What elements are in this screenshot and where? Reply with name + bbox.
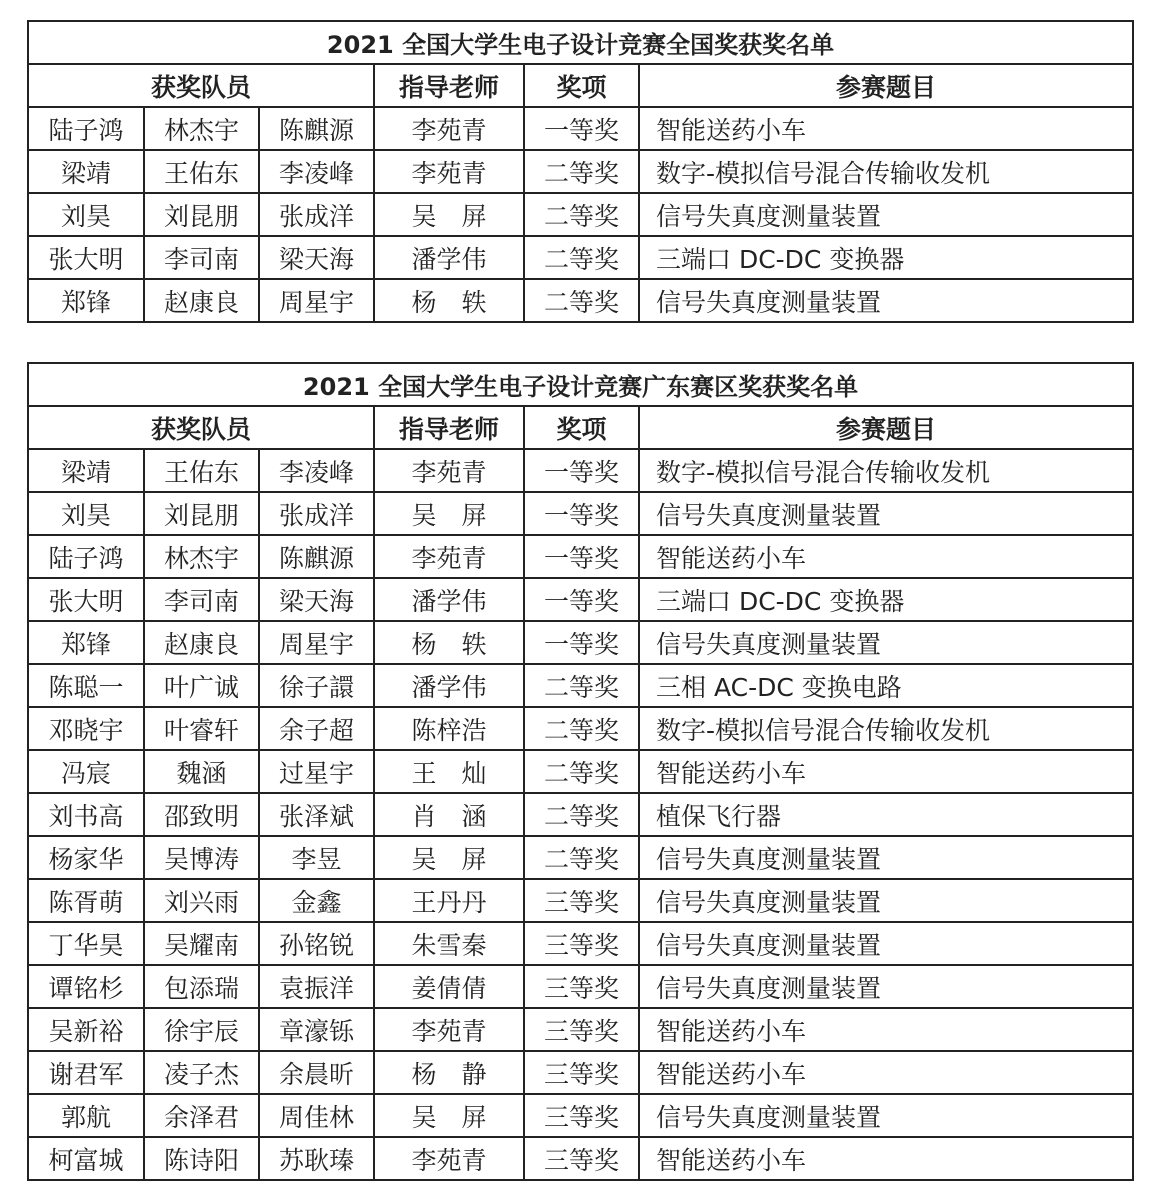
cell-advisor: 潘学伟 [374,664,524,707]
cell-member-1: 刘书高 [28,793,144,836]
cell-member-2: 李司南 [144,236,259,279]
cell-member-2: 林杰宇 [144,535,259,578]
cell-advisor: 吴 屏 [374,492,524,535]
cell-advisor: 吴 屏 [374,1094,524,1137]
national-awards-table [27,20,1134,323]
table-row [28,965,1133,1008]
table-row [28,879,1133,922]
cell-advisor: 杨 轶 [374,621,524,664]
cell-member-1: 梁靖 [28,150,144,193]
cell-award: 二等奖 [524,707,639,750]
cell-award: 一等奖 [524,535,639,578]
cell-member-2: 刘兴雨 [144,879,259,922]
table-row [28,836,1133,879]
header-row [28,406,1133,449]
cell-member-2: 刘昆朋 [144,193,259,236]
cell-member-2: 陈诗阳 [144,1137,259,1180]
cell-member-3: 孙铭锐 [259,922,374,965]
cell-award: 二等奖 [524,150,639,193]
cell-topic: 信号失真度测量装置 [639,621,1133,664]
cell-advisor: 王 灿 [374,750,524,793]
cell-member-3: 陈麒源 [259,107,374,150]
cell-member-2: 吴博涛 [144,836,259,879]
cell-award: 二等奖 [524,664,639,707]
cell-member-1: 谭铭杉 [28,965,144,1008]
cell-member-1: 郑锋 [28,621,144,664]
cell-member-3: 余晨昕 [259,1051,374,1094]
cell-advisor: 李苑青 [374,150,524,193]
cell-member-3: 余子超 [259,707,374,750]
cell-award: 一等奖 [524,621,639,664]
cell-member-3: 袁振洋 [259,965,374,1008]
cell-member-2: 王佑东 [144,150,259,193]
cell-member-3: 周佳林 [259,1094,374,1137]
cell-member-1: 张大明 [28,578,144,621]
cell-topic: 数字-模拟信号混合传输收发机 [639,150,1133,193]
cell-topic: 三端口 DC-DC 变换器 [639,578,1133,621]
table-row [28,621,1133,664]
table-row [28,750,1133,793]
cell-topic: 三端口 DC-DC 变换器 [639,236,1133,279]
cell-member-3: 李昱 [259,836,374,879]
table-row [28,193,1133,236]
cell-award: 二等奖 [524,750,639,793]
cell-member-1: 郑锋 [28,279,144,322]
cell-topic: 信号失真度测量装置 [639,1094,1133,1137]
cell-advisor: 杨 轶 [374,279,524,322]
cell-member-2: 魏涵 [144,750,259,793]
cell-member-3: 梁天海 [259,578,374,621]
cell-topic: 信号失真度测量装置 [639,492,1133,535]
header-topic: 参赛题目 [639,406,1133,449]
cell-advisor: 杨 静 [374,1051,524,1094]
cell-topic: 信号失真度测量装置 [639,922,1133,965]
table-row [28,707,1133,750]
cell-member-3: 金鑫 [259,879,374,922]
cell-member-3: 过星宇 [259,750,374,793]
table-title: 2021 全国大学生电子设计竞赛全国奖获奖名单 [28,21,1133,64]
cell-award: 二等奖 [524,793,639,836]
cell-member-1: 刘昊 [28,193,144,236]
cell-member-2: 包添瑞 [144,965,259,1008]
cell-member-1: 陆子鸿 [28,107,144,150]
table-row [28,1051,1133,1094]
cell-member-2: 赵康良 [144,279,259,322]
header-advisor: 指导老师 [374,64,524,107]
header-team: 获奖队员 [28,406,374,449]
header-award: 奖项 [524,64,639,107]
table-row [28,922,1133,965]
header-topic: 参赛题目 [639,64,1133,107]
table-row [28,535,1133,578]
cell-award: 三等奖 [524,922,639,965]
cell-member-1: 柯富城 [28,1137,144,1180]
cell-topic: 信号失真度测量装置 [639,836,1133,879]
table-row [28,107,1133,150]
cell-advisor: 李苑青 [374,1008,524,1051]
cell-member-3: 张成洋 [259,193,374,236]
table-row [28,1137,1133,1180]
cell-member-3: 张泽斌 [259,793,374,836]
cell-member-1: 丁华昊 [28,922,144,965]
cell-topic: 智能送药小车 [639,107,1133,150]
cell-award: 三等奖 [524,965,639,1008]
cell-advisor: 李苑青 [374,535,524,578]
cell-advisor: 吴 屏 [374,836,524,879]
cell-member-3: 梁天海 [259,236,374,279]
cell-topic: 数字-模拟信号混合传输收发机 [639,707,1133,750]
cell-advisor: 潘学伟 [374,236,524,279]
cell-member-1: 郭航 [28,1094,144,1137]
table-row [28,150,1133,193]
cell-advisor: 李苑青 [374,449,524,492]
cell-topic: 数字-模拟信号混合传输收发机 [639,449,1133,492]
cell-member-1: 张大明 [28,236,144,279]
cell-member-3: 李凌峰 [259,150,374,193]
cell-advisor: 吴 屏 [374,193,524,236]
cell-award: 一等奖 [524,107,639,150]
cell-member-2: 李司南 [144,578,259,621]
cell-member-3: 周星宇 [259,621,374,664]
cell-member-2: 余泽君 [144,1094,259,1137]
cell-award: 二等奖 [524,279,639,322]
cell-advisor: 陈梓浩 [374,707,524,750]
cell-award: 三等奖 [524,1051,639,1094]
cell-member-1: 刘昊 [28,492,144,535]
cell-advisor: 朱雪秦 [374,922,524,965]
cell-award: 二等奖 [524,236,639,279]
table-row [28,664,1133,707]
cell-member-1: 梁靖 [28,449,144,492]
cell-award: 二等奖 [524,836,639,879]
guangdong-awards-table [27,362,1134,1181]
cell-advisor: 王丹丹 [374,879,524,922]
cell-member-1: 陈聪一 [28,664,144,707]
table-row [28,1094,1133,1137]
cell-member-3: 周星宇 [259,279,374,322]
cell-topic: 三相 AC-DC 变换电路 [639,664,1133,707]
cell-topic: 智能送药小车 [639,750,1133,793]
cell-award: 三等奖 [524,1094,639,1137]
cell-member-2: 吴耀南 [144,922,259,965]
cell-award: 三等奖 [524,1008,639,1051]
cell-topic: 智能送药小车 [639,1008,1133,1051]
cell-award: 一等奖 [524,492,639,535]
cell-topic: 智能送药小车 [639,1137,1133,1180]
table-row [28,793,1133,836]
header-team: 获奖队员 [28,64,374,107]
cell-topic: 智能送药小车 [639,535,1133,578]
cell-member-2: 叶广诚 [144,664,259,707]
cell-member-3: 章濠铄 [259,1008,374,1051]
cell-member-2: 赵康良 [144,621,259,664]
table-title: 2021 全国大学生电子设计竞赛广东赛区奖获奖名单 [28,363,1133,406]
cell-advisor: 李苑青 [374,1137,524,1180]
header-row [28,64,1133,107]
cell-topic: 智能送药小车 [639,1051,1133,1094]
cell-advisor: 李苑青 [374,107,524,150]
cell-member-2: 叶睿轩 [144,707,259,750]
table-row [28,578,1133,621]
cell-member-1: 陆子鸿 [28,535,144,578]
cell-member-2: 王佑东 [144,449,259,492]
cell-topic: 信号失真度测量装置 [639,193,1133,236]
cell-award: 三等奖 [524,1137,639,1180]
cell-member-3: 陈麒源 [259,535,374,578]
cell-topic: 信号失真度测量装置 [639,879,1133,922]
cell-member-1: 邓晓宇 [28,707,144,750]
cell-topic: 植保飞行器 [639,793,1133,836]
cell-member-3: 徐子譞 [259,664,374,707]
cell-member-3: 李凌峰 [259,449,374,492]
header-advisor: 指导老师 [374,406,524,449]
cell-award: 三等奖 [524,879,639,922]
cell-member-1: 杨家华 [28,836,144,879]
cell-advisor: 潘学伟 [374,578,524,621]
table-row [28,279,1133,322]
cell-member-1: 谢君军 [28,1051,144,1094]
cell-member-3: 张成洋 [259,492,374,535]
cell-award: 二等奖 [524,193,639,236]
cell-member-3: 苏耿瑧 [259,1137,374,1180]
table-row [28,492,1133,535]
cell-topic: 信号失真度测量装置 [639,279,1133,322]
cell-topic: 信号失真度测量装置 [639,965,1133,1008]
cell-member-1: 陈胥萌 [28,879,144,922]
cell-member-1: 吴新裕 [28,1008,144,1051]
cell-award: 一等奖 [524,578,639,621]
cell-advisor: 肖 涵 [374,793,524,836]
cell-member-2: 林杰宇 [144,107,259,150]
cell-member-1: 冯宸 [28,750,144,793]
cell-member-2: 徐宇辰 [144,1008,259,1051]
table-row [28,449,1133,492]
cell-award: 一等奖 [524,449,639,492]
table-row [28,236,1133,279]
cell-member-2: 刘昆朋 [144,492,259,535]
table-row [28,1008,1133,1051]
header-award: 奖项 [524,406,639,449]
cell-member-2: 凌子杰 [144,1051,259,1094]
cell-advisor: 姜倩倩 [374,965,524,1008]
cell-member-2: 邵致明 [144,793,259,836]
